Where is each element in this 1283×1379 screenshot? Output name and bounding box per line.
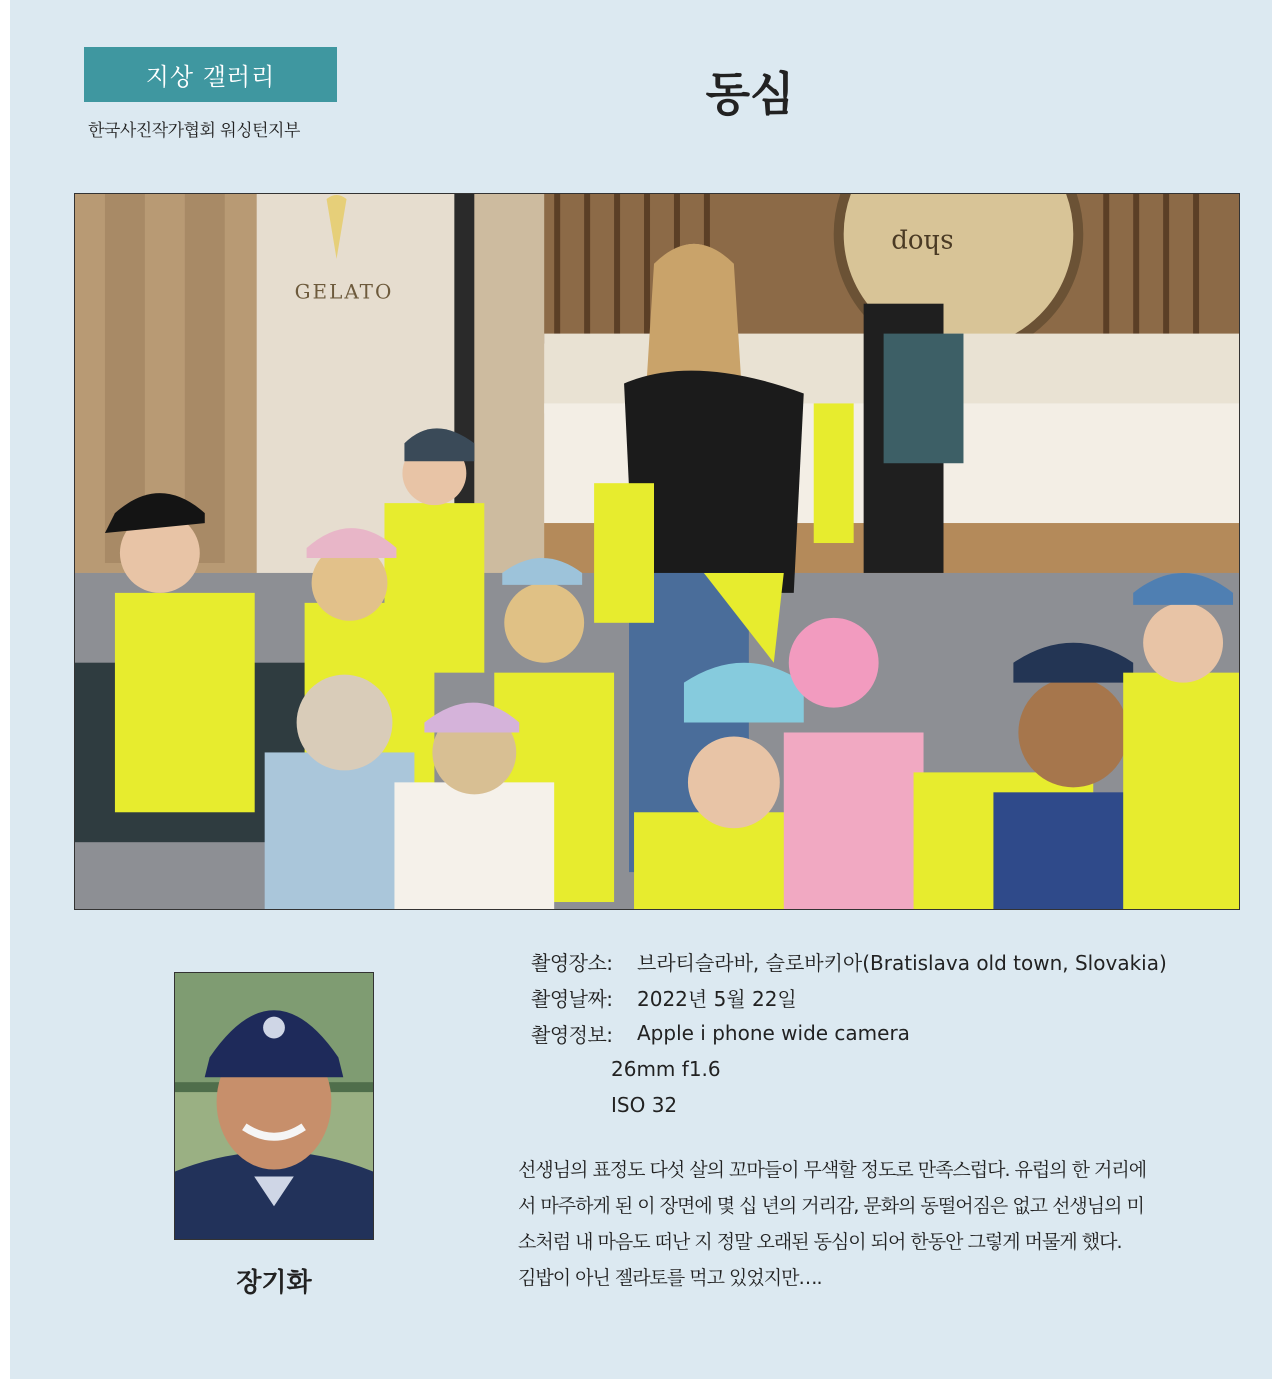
main-photo xyxy=(74,193,1240,910)
location-label: 촬영장소: xyxy=(531,950,613,975)
camera-row xyxy=(531,1015,1251,1051)
location-value: 브라티슬라바, 슬로바키아(Bratislava old town, Slovakia) xyxy=(637,950,1167,975)
lens-value: 26mm f1.6 xyxy=(611,1057,721,1081)
organization-name: 한국사진작가협회 워싱턴지부 xyxy=(88,121,300,141)
iso-value: ISO 32 xyxy=(611,1093,678,1117)
camera-value: Apple i phone wide camera xyxy=(637,1021,910,1045)
photographer-portrait xyxy=(174,972,374,1240)
portrait-illustration xyxy=(175,973,373,1239)
gelato-sign: GELATO xyxy=(294,279,394,304)
date-row xyxy=(531,979,1251,1015)
main-photo-illustration xyxy=(75,194,1239,909)
photographer-name: 장기화 xyxy=(236,1268,312,1298)
caption-line: 선생님의 표정도 다섯 살의 꼬마들이 무색할 정도로 만족스럽다. 유럽의 한 거리에 xyxy=(518,1159,1147,1181)
section-tag: 지상 갤러리 xyxy=(84,47,337,102)
page-title: 동심 xyxy=(705,67,795,121)
caption-line: 소처럼 내 마음도 떠난 지 정말 오래된 동심이 되어 한동안 그렇게 머물게 했다. xyxy=(518,1231,1122,1253)
gallery-page xyxy=(10,0,1272,1379)
date-label: 촬영날짜: xyxy=(531,986,613,1011)
photo-info xyxy=(531,943,1251,1123)
camera-label: 촬영정보: xyxy=(531,1022,613,1047)
caption-paragraph xyxy=(518,1152,1248,1296)
shop-sign: shop xyxy=(891,227,954,258)
location-row xyxy=(531,943,1251,979)
caption-line: 김밥이 아닌 젤라토를 먹고 있었지만…. xyxy=(518,1267,822,1289)
caption-line: 서 마주하게 된 이 장면에 몇 십 년의 거리감, 문화의 동떨어짐은 없고 선생님의 미 xyxy=(518,1195,1144,1217)
date-value: 2022년 5월 22일 xyxy=(637,986,797,1011)
